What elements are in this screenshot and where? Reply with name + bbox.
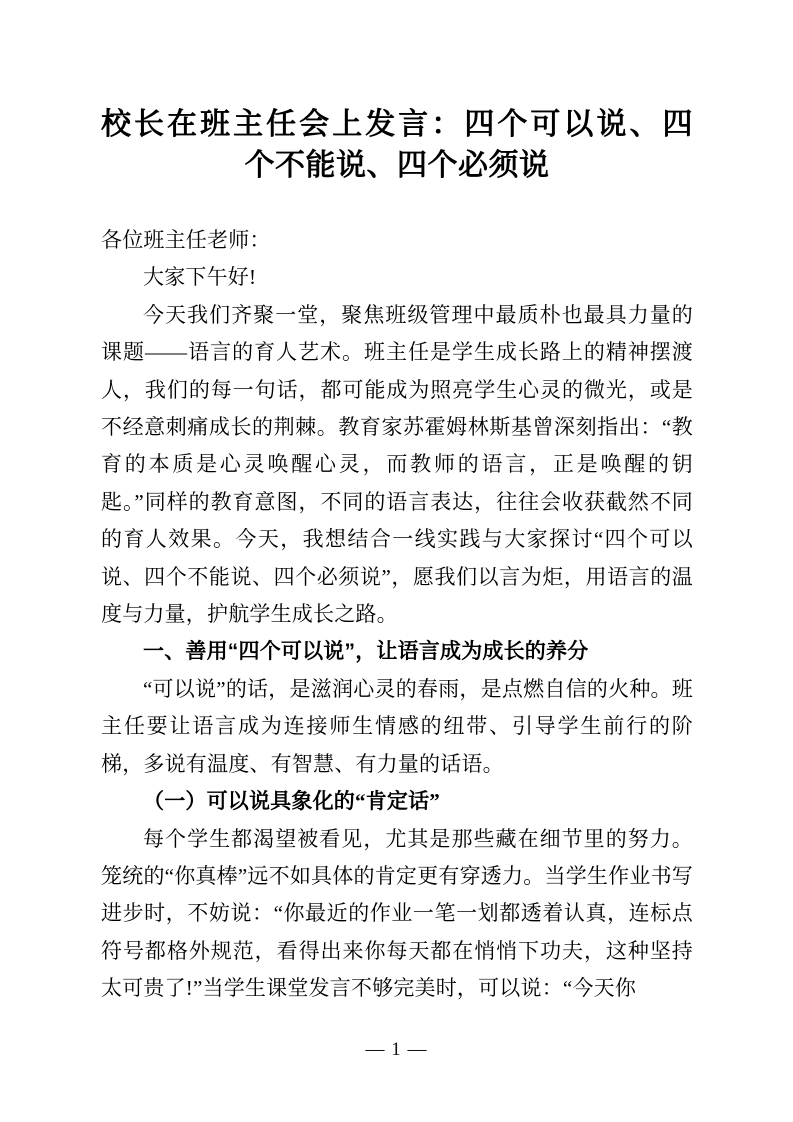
intro-paragraph: 今天我们齐聚一堂，聚焦班级管理中最质朴也最具力量的课题——语言的育人艺术。班主任是学生成长路上的精神摆渡人，我们的每一句话，都可能成为照亮学生心灵的微光，或是不经意刺痛成长的荆棘。教育家苏霍姆林斯基曾深刻指出：“教育的本质是心灵唤醒心灵，而教师的语言，正是唤醒的钥匙。”同样的教育意图，不同的语言表达，往往会收获截然不同的育人效果。今天，我想结合一线实践与大家探讨“四个可以说、四个不能说、四个必须说”，愿我们以言为炬，用语言的温度与力量，护航学生成长之路。 [101, 302, 693, 627]
page-title-line-1: 校长在班主任会上发言：四个可以说、四 [101, 108, 693, 141]
page-title [101, 104, 693, 186]
page-number: — 1 — [365, 1039, 428, 1060]
salutation-paragraph: 各位班主任老师： [101, 228, 271, 252]
section-1-paragraph: “可以说”的话，是滋润心灵的春雨，是点燃自信的火种。班主任要让语言成为连接师生情感的纽带、引导学生前行的阶梯，多说有温度、有智慧、有力量的话语。 [101, 676, 693, 776]
page-footer [0, 1038, 793, 1062]
document-content [101, 104, 693, 1008]
page-title-line-2: 个不能说、四个必须说 [244, 149, 550, 182]
subsection-1-1-paragraph: 每个学生都渴望被看见，尤其是那些藏在细节里的努力。笼统的“你真棒”远不如具体的肯定更有穿透力。当学生作业书写进步时，不妨说：“你最近的作业一笔一划都透着认真，连标点符号都格外规范，看得出来你每天都在悄悄下功夫，这种坚持太可贵了!”当学生课堂发言不够完美时，可以说：“今天你 [101, 826, 693, 1001]
subsection-heading-1-1: （一）可以说具象化的“肯定话” [143, 789, 440, 814]
section-heading-1: 一、善用“四个可以说”，让语言成为成长的养分 [143, 640, 589, 664]
greeting-paragraph: 大家下午好! [143, 265, 257, 290]
